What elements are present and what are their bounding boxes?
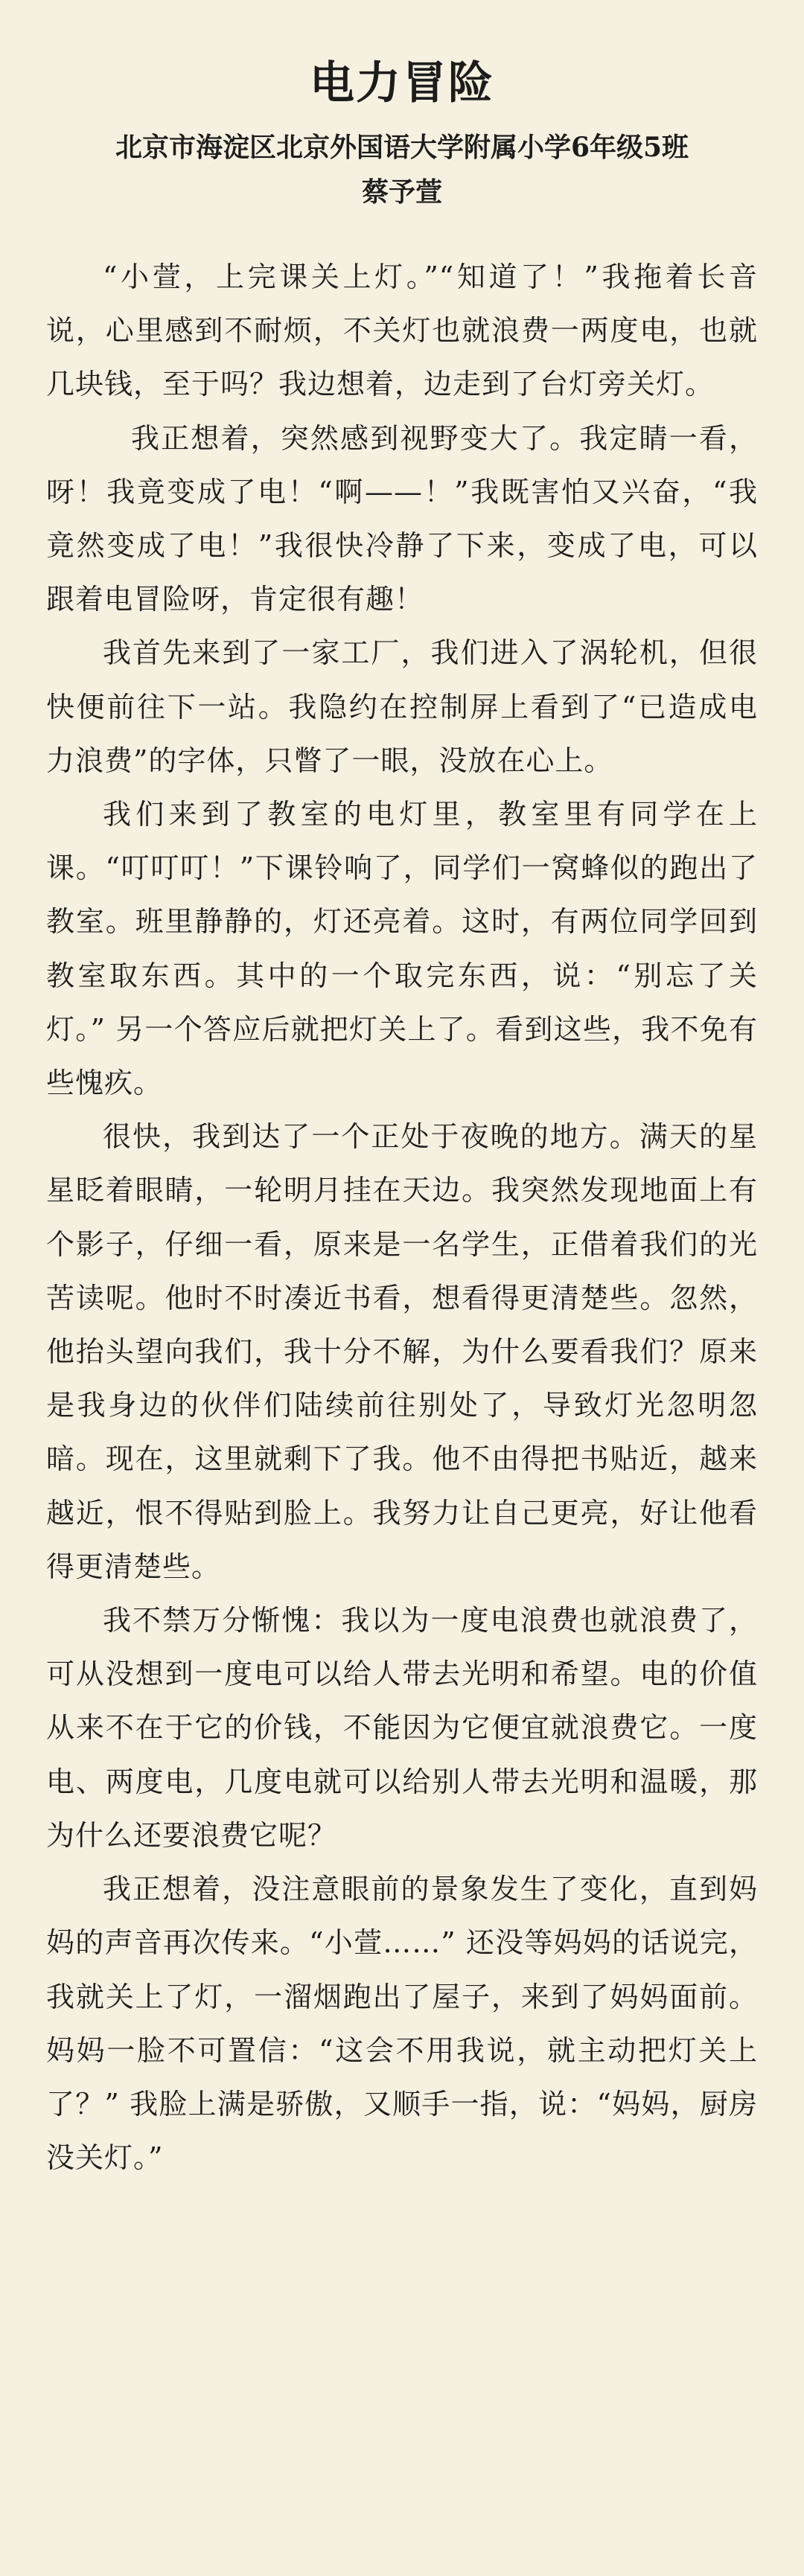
paragraph-3: 我首先来到了一家工厂，我们进入了涡轮机，但很快便前往下一站。我隐约在控制屏上看到了“已造成电力浪费”的字体，只瞥了一眼，没放在心上。 — [46, 636, 758, 777]
paragraph-6: 我不禁万分惭愧：我以为一度电浪费也就浪费了，可从没想到一度电可以给人带去光明和希望。电的价值从来不在于它的价钱，不能因为它便宜就浪费它。一度电、两度电，几度电就可以给别人带去光明和温暖，那为什么还要浪费它呢？ — [46, 1604, 758, 1852]
school-line: 北京市海淀区北京外国语大学附属小学6年级5班 — [115, 132, 689, 163]
article-title: 电力冒险 — [310, 57, 494, 109]
paragraph-1: “小萱，上完课关上灯。”“知道了！”我拖着长音说，心里感到不耐烦，不关灯也就浪费一两度电，也就几块钱，至于吗？我边想着，边走到了台灯旁关灯。 — [46, 261, 758, 401]
paragraph-2: 我正想着，突然感到视野变大了。我定睛一看，呀！我竟变成了电！“啊——！”我既害怕又兴奋，“我竟然变成了电！”我很快冷静了下来，变成了电，可以跟着电冒险呀，肯定很有趣！ — [46, 421, 758, 616]
paragraph-5: 很快，我到达了一个正处于夜晚的地方。满天的星星眨着眼睛，一轮明月挂在天边。我突然发现地面上有个影子，仔细一看，原来是一名学生，正借着我们的光苦读呢。他时不时凑近书看，想看得更清楚些。忽然，他抬头望向我们，我十分不解，为什么要看我们？原来是我身边的伙伴们陆续前往别处了，导致灯光忽明忽暗。现在，这里就剩下了我。他不由得把书贴近，越来越近，恨不得贴到脸上。我努力让自己更亮，好让他看得更清楚些。 — [46, 1120, 758, 1583]
article-body — [46, 250, 758, 2185]
paragraph-7: 我正想着，没注意眼前的景象发生了变化，直到妈妈的声音再次传来。“小萱……” 还没等妈妈的话说完，我就关上了灯，一溜烟跑出了屋子，来到了妈妈面前。妈妈一脸不可置信：“这会不用我说，就主动把灯关上了？” 我脸上满是骄傲，又顺手一指，说：“妈妈，厨房没关灯。” — [46, 1873, 758, 2175]
author-name: 蔡予萱 — [361, 176, 442, 208]
paragraph-4: 我们来到了教室的电灯里，教室里有同学在上课。“叮叮叮！”下课铃响了，同学们一窝蜂似的跑出了教室。班里静静的，灯还亮着。这时，有两位同学回到教室取东西。其中的一个取完东西，说：“别忘了关灯。” 另一个答应后就把灯关上了。看到这些，我不免有些愧疚。 — [46, 798, 758, 1100]
